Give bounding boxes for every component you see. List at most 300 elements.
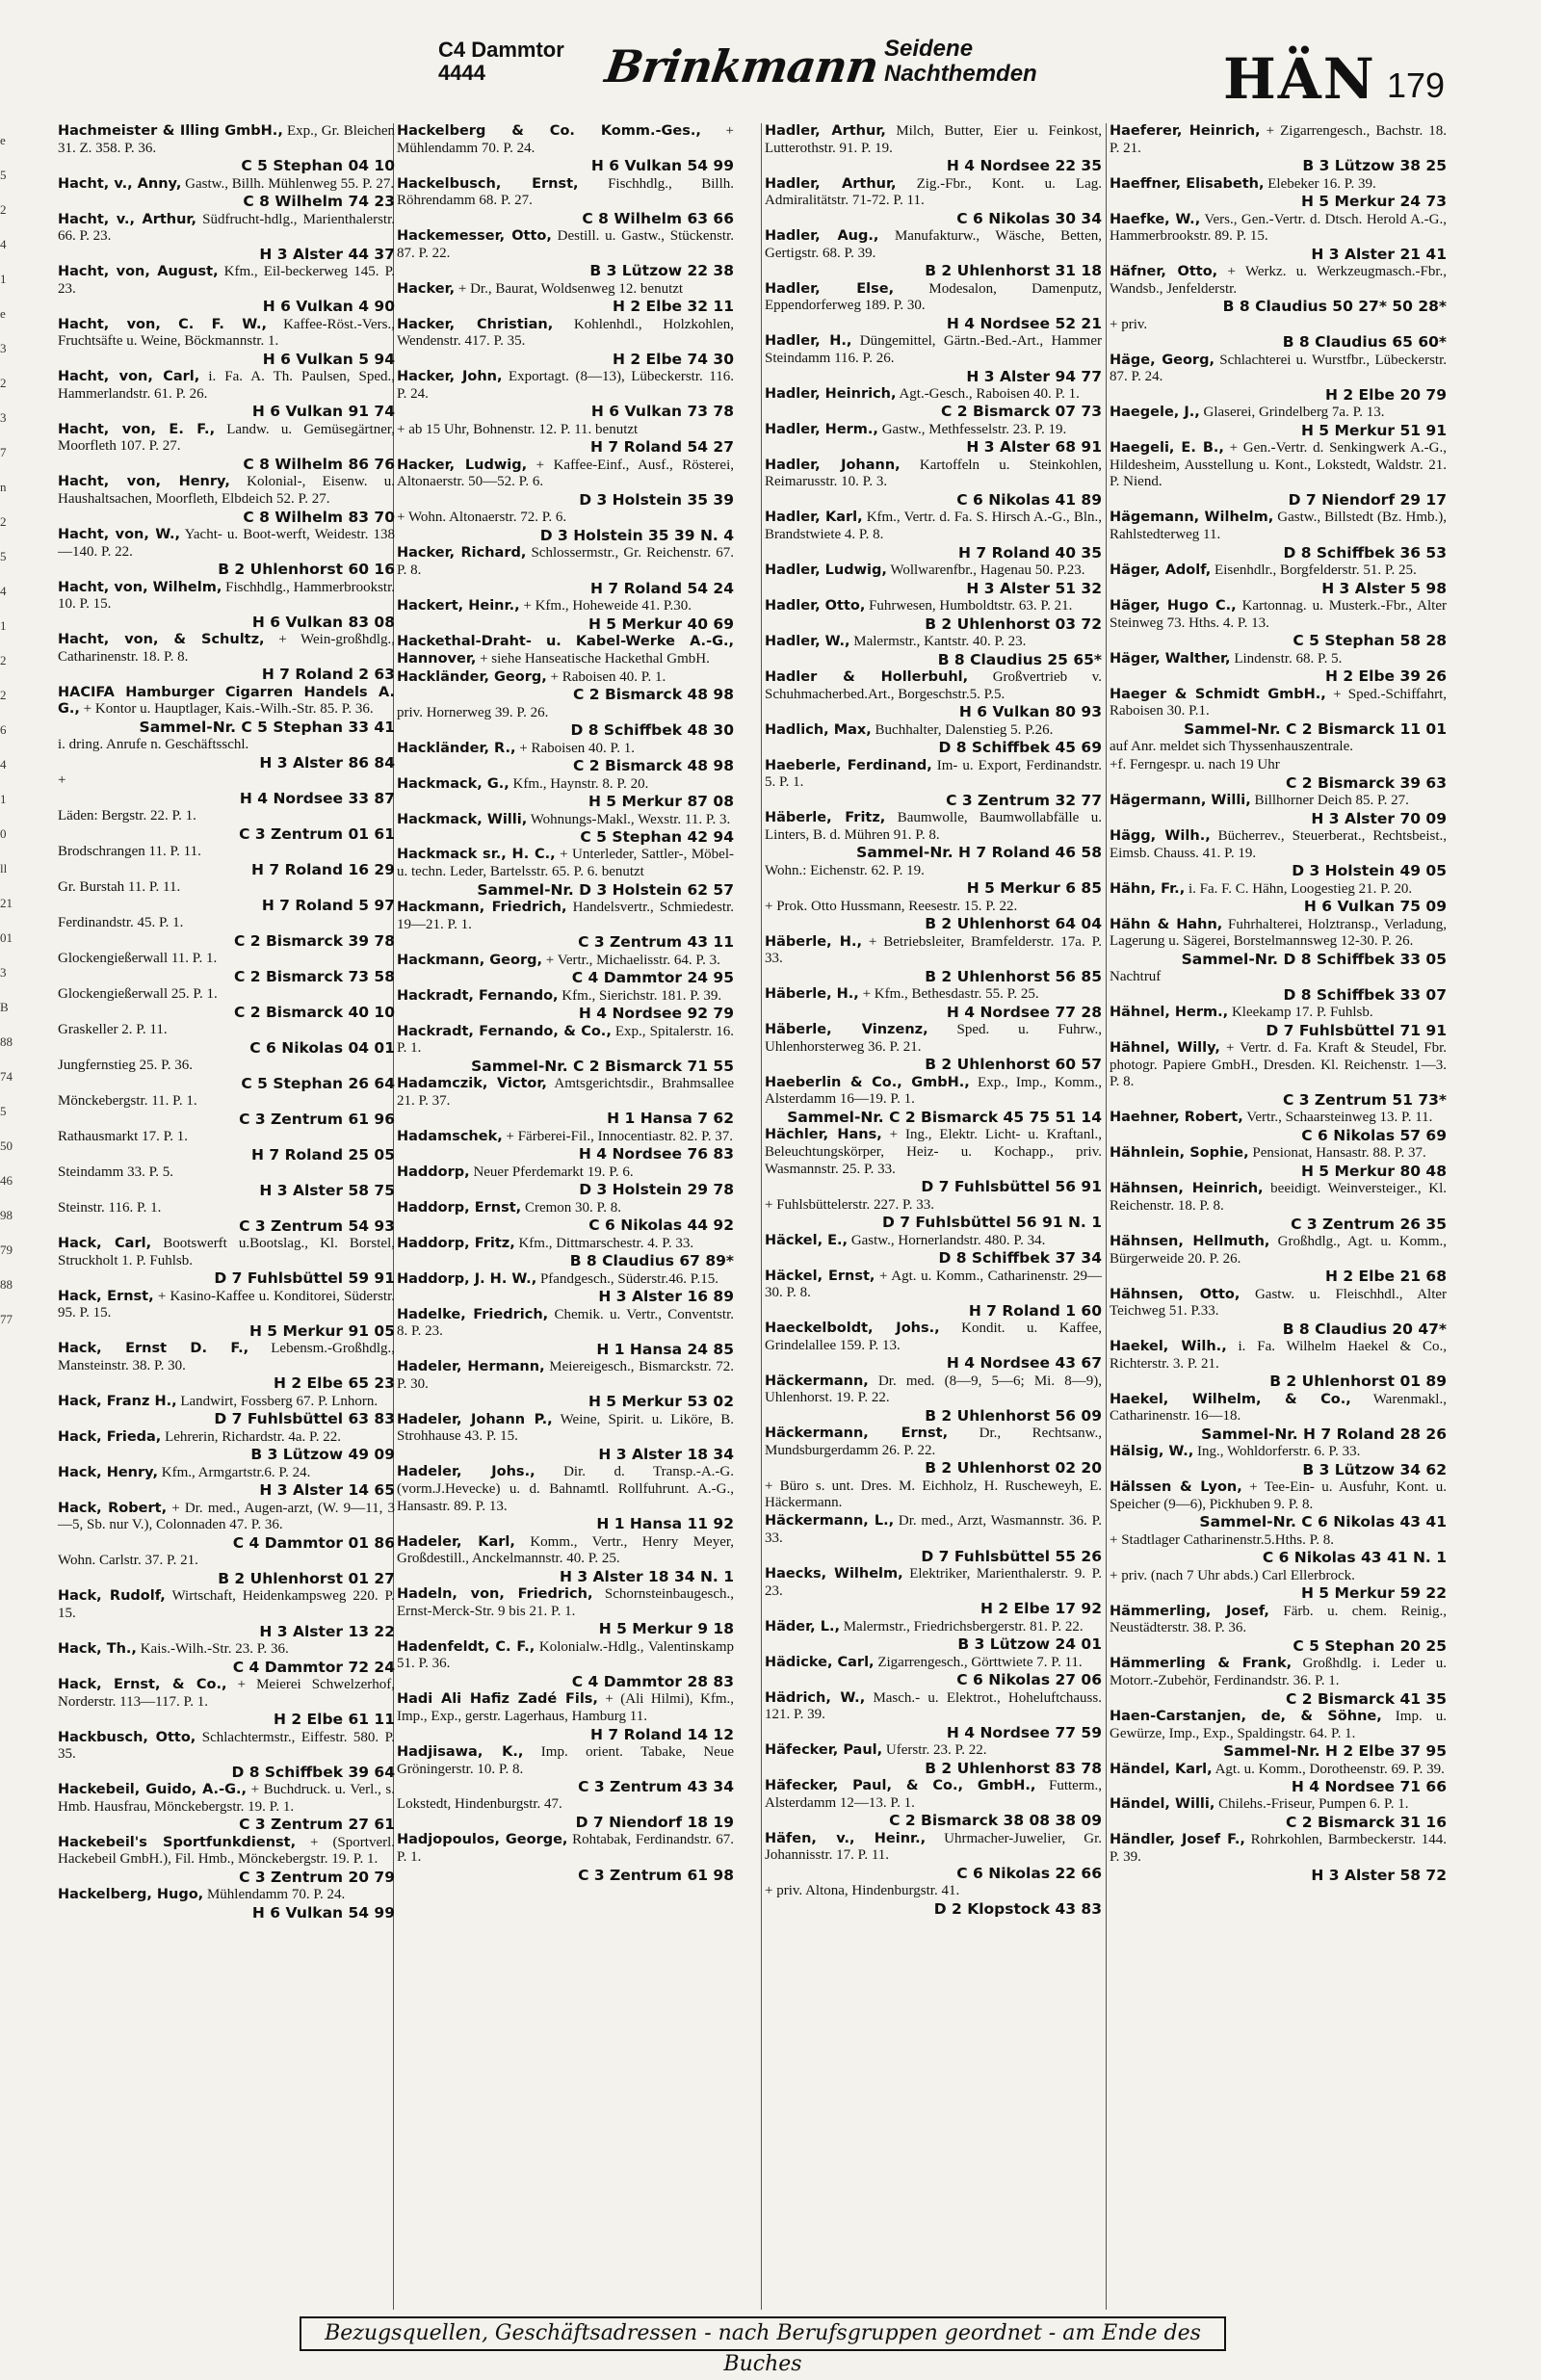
entry-phone: C 3 Zentrum 43 11	[578, 933, 734, 952]
entry-name: Häger, Hugo C.,	[1110, 598, 1237, 614]
entry-phone: Sammel-Nr. C 2 Bismarck 71 55	[471, 1057, 734, 1075]
entry-phone: C 4 Dammtor 72 24	[232, 1658, 395, 1676]
entry-phone: C 2 Bismarck 48 98	[573, 757, 734, 775]
entry-details: + Betriebsleiter, Bramfelderstr. 17a. P. 33.	[765, 933, 1102, 967]
entry-phone: C 8 Wilhelm 86 76	[243, 456, 395, 474]
directory-entry	[1110, 739, 1447, 756]
entry-details: Kfm., Eil-beckerweg 145. P. 23.	[58, 264, 395, 297]
entry-details: Kfm., Haynstr. 8. P. 20.	[512, 775, 649, 792]
entry-details: Kolonial-, Eisenw. u. Haushaltsachen, Moorfleth, Elbdeich 52. P. 27.	[58, 474, 395, 508]
entry-details: Elektriker, Marienthalerstr. 9. P. 23.	[765, 1565, 1102, 1599]
directory-entry	[1110, 1110, 1447, 1144]
entry-details: Warenmakl., Catharinenstr. 16—18.	[1110, 1391, 1447, 1425]
edge-mark: 74	[0, 1069, 13, 1084]
edge-mark: 6	[0, 722, 7, 737]
directory-entry	[397, 669, 734, 704]
entry-name: Hackethal-Draht- u. Kabel-Werke A.-G., Hannover,	[397, 633, 734, 667]
entry-details: Gastw. u. Fleischhdl., Alter Teichweg 51. P.33.	[1110, 1286, 1447, 1320]
entry-name: Hack, Th.,	[58, 1640, 137, 1657]
entry-details: Kaffee-Röst.-Vers., Fruchtsäfte u. Weine, Böckmannstr. 1.	[58, 316, 395, 350]
entry-name: Hackmann, Georg,	[397, 952, 542, 968]
edge-mark: 4	[0, 237, 7, 251]
entry-phone: H 6 Vulkan 73 78	[590, 403, 734, 421]
directory-entry	[1110, 1709, 1447, 1760]
directory-entry	[397, 1359, 734, 1410]
entry-details: Malermstr., Friedrichsbergerstr. 81. P. 22.	[843, 1618, 1084, 1635]
entry-details: i. dring. Anrufe n. Geschäftsschl.	[58, 737, 249, 753]
edge-mark: 01	[0, 930, 13, 945]
entry-name: Hackbusch, Otto,	[58, 1729, 196, 1745]
entry-phone: D 8 Schiffbek 39 64	[231, 1763, 395, 1781]
entry-details: + Dr. med., Augen-arzt, (W. 9—11, 3—5, Sb. nur V.), Colonnaden 47. P. 36.	[58, 1500, 395, 1533]
entry-phone: H 4 Nordsee 43 67	[946, 1354, 1102, 1373]
entry-details: + Agt. u. Komm., Catharinenstr. 29—30. P. 8.	[765, 1268, 1102, 1301]
page-header	[0, 0, 1541, 116]
entry-details: Baumwolle, Baumwollabfälle u. Linters, B. d. Mühren 91. P. 8.	[765, 810, 1102, 843]
entry-details: auf Anr. meldet sich Thyssenhauszentrale.	[1110, 739, 1353, 755]
entry-details: Zigarrengesch., Görttwiete 7. P. 11.	[877, 1654, 1083, 1670]
entry-phone: Sammel-Nr. D 3 Holstein 62 57	[477, 880, 734, 899]
directory-entry	[58, 212, 395, 263]
entry-name: Häger, Walther,	[1110, 650, 1231, 667]
entry-name: Hacker,	[397, 280, 456, 297]
entry-name: Hacht, von, W.,	[58, 527, 181, 543]
entry-phone: C 5 Stephan 42 94	[580, 828, 734, 847]
entry-phone: H 5 Merkur 91 05	[248, 1321, 395, 1340]
entry-details: Mönckebergstr. 11. P. 1.	[58, 1093, 197, 1110]
entry-phone: C 6 Nikolas 44 92	[588, 1216, 734, 1235]
entry-details: Kartonnag. u. Musterk.-Fbr., Alter Steinweg 73. Hths. 4. P. 13.	[1110, 598, 1447, 631]
directory-entry	[1110, 1762, 1447, 1796]
entry-phone: H 5 Merkur 51 91	[1300, 421, 1447, 439]
entry-name: Hacht, von, C. F. W.,	[58, 316, 268, 332]
entry-name: Hackradt, Fernando, & Co.,	[397, 1023, 612, 1039]
directory-entry	[58, 1641, 395, 1676]
entry-phone: C 3 Zentrum 51 73*	[1282, 1090, 1447, 1109]
entry-name: Hacht, von, Henry,	[58, 474, 230, 490]
entry-phone: B 8 Claudius 25 65*	[937, 650, 1102, 668]
directory-entry	[397, 545, 734, 596]
edge-mark: 2	[0, 514, 7, 529]
entry-phone: B 2 Uhlenhorst 60 16	[218, 561, 395, 579]
entry-details: Pensionat, Hansastr. 88. P. 37.	[1252, 1145, 1426, 1162]
ad-left-block	[438, 39, 602, 85]
entry-phone: H 1 Hansa 7 62	[607, 1110, 734, 1128]
directory-entry	[1110, 651, 1447, 686]
directory-entry	[765, 1478, 1102, 1512]
directory-entry	[58, 685, 395, 736]
entry-details: Modesalon, Damenputz, Eppendorferweg 189. P. 30.	[765, 280, 1102, 314]
entry-name: Haegeli, E. B.,	[1110, 440, 1224, 457]
entry-details: Kohlenhdl., Holzkohlen, Wendenstr. 417. P. 35.	[397, 316, 734, 350]
directory-entry	[1110, 353, 1447, 404]
directory-entry	[1110, 1532, 1447, 1567]
entry-details: + Fuhlsbüttelerstr. 227. P. 33.	[765, 1196, 934, 1213]
entry-name: Haeger & Schmidt GmbH.,	[1110, 686, 1326, 702]
entry-phone: H 6 Vulkan 5 94	[262, 350, 395, 368]
entry-details: + Kasino-Kaffee u. Konditorei, Süderstr. 95. P. 15.	[58, 1288, 395, 1321]
entry-name: Händel, Willi,	[1110, 1796, 1215, 1813]
entry-name: Hadler, Karl,	[765, 510, 863, 526]
entry-details: Buchhalter, Dalenstieg 5. P.26.	[875, 721, 1054, 738]
directory-entry	[397, 458, 734, 509]
entry-name: Hägermann, Willi,	[1110, 793, 1251, 809]
entry-name: Hadjisawa, K.,	[397, 1743, 524, 1760]
directory-entry	[397, 1200, 734, 1235]
entry-details: Kfm., Armgartstr.6. P. 24.	[161, 1464, 311, 1480]
entry-name: Hähn & Hahn,	[1110, 916, 1223, 932]
entry-name: Häckermann, L.,	[765, 1513, 895, 1530]
edge-mark: 1	[0, 792, 7, 806]
directory-entry	[58, 1093, 395, 1128]
directory-entry	[1110, 1181, 1447, 1232]
entry-details: Agt. u. Komm., Dorotheenstr. 69. P. 39.	[1215, 1761, 1445, 1777]
entry-details: Sped. u. Fuhrw., Uhlenhorsterweg 36. P. 21.	[765, 1022, 1102, 1055]
ad-right-bottom: Nachthemden	[884, 61, 1037, 87]
entry-phone: H 7 Roland 25 05	[251, 1145, 395, 1164]
entry-name: Hackebeil's Sportfunkdienst,	[58, 1834, 297, 1850]
edge-mark: 88	[0, 1034, 13, 1049]
entry-details: + Kontor u. Hauptlager, Kais.-Wilh.-Str. 85. P. 36.	[83, 701, 374, 718]
entry-details: Wohnungs-Makl., Wexstr. 11. P. 3.	[530, 811, 731, 827]
entry-phone: H 7 Roland 40 35	[958, 543, 1102, 562]
entry-phone: C 6 Nikolas 43 41 N. 1	[1262, 1549, 1447, 1567]
entry-phone: B 2 Uhlenhorst 56 85	[925, 967, 1102, 985]
entry-phone: B 2 Uhlenhorst 03 72	[925, 615, 1102, 633]
directory-entry	[1110, 1145, 1447, 1180]
entry-details: Gr. Burstah 11. P. 11.	[58, 879, 181, 896]
entry-phone: H 3 Alster 68 91	[966, 438, 1102, 457]
entry-phone: H 4 Nordsee 22 35	[946, 157, 1102, 175]
directory-entry	[397, 317, 734, 368]
directory-entry	[397, 369, 734, 420]
entry-phone: H 3 Alster 18 34	[598, 1446, 734, 1464]
entry-details: + Sped.-Schiffahrt, Raboisen 30. P.1.	[1110, 686, 1447, 719]
entry-name: Häfner, Otto,	[1110, 264, 1218, 280]
entry-details: Glockengießerwall 25. P. 1.	[58, 986, 218, 1003]
directory-entry	[397, 776, 734, 811]
entry-phone: D 8 Schiffbek 45 69	[938, 739, 1102, 757]
entry-phone: H 2 Elbe 61 11	[274, 1711, 395, 1729]
entry-details: + Büro s. unt. Dres. M. Eichholz, H. Ruscheweyh, E. Häckermann.	[765, 1478, 1102, 1511]
entry-phone: C 3 Zentrum 61 96	[239, 1110, 395, 1128]
entry-phone: D 3 Holstein 35 39 N. 4	[539, 527, 734, 545]
running-head-keyword: HÄN	[1223, 46, 1376, 112]
directory-entry	[1110, 264, 1447, 315]
entry-details: Fischhdlg., Hammerbrookstr. 10. P. 15.	[58, 579, 395, 613]
entry-phone: B 3 Lützow 24 01	[957, 1635, 1102, 1654]
entry-details: + Prok. Otto Hussmann, Reesestr. 15. P. 22.	[765, 898, 1018, 914]
entry-details: Steindamm 33. P. 5.	[58, 1164, 174, 1181]
directory-entry	[397, 705, 734, 740]
entry-phone: D 8 Schiffbek 36 53	[1283, 543, 1447, 562]
entry-details: Färb. u. chem. Reinig., Neustädterstr. 38. P. 36.	[1110, 1603, 1447, 1636]
entry-name: Haeffner, Elisabeth,	[1110, 175, 1265, 192]
entry-name: Hackelberg & Co. Komm.-Ges.,	[397, 123, 701, 139]
directory-entry	[765, 1022, 1102, 1073]
entry-details: + ab 15 Uhr, Bohnenstr. 12. P. 11. benutzt	[397, 421, 639, 437]
edge-mark: B	[0, 1000, 9, 1014]
directory-entry	[58, 772, 395, 807]
entry-phone: H 5 Merkur 53 02	[588, 1393, 734, 1411]
directory-entry	[58, 1553, 395, 1587]
entry-phone: D 8 Schiffbek 37 34	[938, 1249, 1102, 1268]
entry-name: Hadeler, Hermann,	[397, 1359, 545, 1375]
directory-entry	[765, 598, 1102, 633]
directory-entry	[397, 847, 734, 898]
directory-entry	[765, 176, 1102, 227]
entry-phone: H 7 Roland 14 12	[590, 1725, 734, 1743]
directory-entry	[1110, 562, 1447, 597]
entry-name: Hadler, Herm.,	[765, 421, 878, 437]
entry-details: Amtsgerichtsdir., Brahmsallee 21. P. 37.	[397, 1076, 734, 1109]
entry-details: Dr., Rechtsanw., Mundsburgerdamm 26. P. 22.	[765, 1425, 1102, 1458]
entry-details: Exp., Imp., Komm., Alsterdamm 16—19. P. 1.	[765, 1074, 1102, 1108]
entry-name: Hähnsen, Otto,	[1110, 1286, 1241, 1302]
entry-details: Kolonialw.-Hdlg., Valentinskamp 51. P. 36.	[397, 1638, 734, 1672]
directory-entry	[1110, 1005, 1447, 1039]
entry-name: Haekel, Wilhelm, & Co.,	[1110, 1391, 1351, 1407]
directory-entry	[58, 1289, 395, 1340]
directory-entry	[1110, 123, 1447, 174]
edge-mark: 2	[0, 653, 7, 667]
directory-entry	[765, 510, 1102, 561]
edge-mark: 46	[0, 1173, 13, 1188]
entry-name: Hacht, von, August,	[58, 264, 219, 280]
directory-entry	[397, 510, 734, 544]
entry-phone: H 3 Alster 14 65	[259, 1481, 395, 1500]
entry-phone: C 6 Nikolas 41 89	[956, 491, 1102, 510]
entry-name: Hähn, Fr.,	[1110, 880, 1186, 897]
entry-details: Lokstedt, Hindenburgstr. 47.	[397, 1796, 562, 1813]
entry-details: Gastw., Methfesselstr. 23. P. 19.	[881, 421, 1067, 437]
directory-entry	[58, 951, 395, 985]
entry-name: HACIFA Hamburger Cigarren Handels A. G.,	[58, 684, 395, 718]
edge-mark: 3	[0, 410, 7, 425]
entry-phone: H 3 Alster 16 89	[598, 1288, 734, 1306]
entry-name: Hadler, Ludwig,	[765, 562, 887, 579]
edge-mark: 2	[0, 202, 7, 217]
directory-entry	[765, 228, 1102, 279]
listing-column-4	[1110, 123, 1447, 2310]
directory-entry	[397, 1076, 734, 1127]
entry-phone: H 3 Alster 21 41	[1311, 245, 1447, 263]
entry-details: Imp. orient. Tabake, Neue Gröningerstr. 10. P. 8.	[397, 1743, 734, 1777]
left-edge-marks	[0, 123, 17, 2310]
entry-details: + Vertr., Michaelisstr. 64. P. 3.	[545, 952, 720, 968]
directory-entry	[58, 1501, 395, 1552]
entry-details: Lebensm.-Großhdlg., Mansteinstr. 38. P. 30.	[58, 1341, 395, 1373]
entry-details: Vers., Gen.-Vertr. d. Dtsch. Herold A.-G., Hammerbrookstr. 89. P. 15.	[1110, 211, 1447, 245]
entry-name: Hack, Franz H.,	[58, 1393, 177, 1409]
entry-details: + Zigarrengesch., Bachstr. 18. P. 21.	[1110, 123, 1447, 156]
entry-name: Hägemann, Wilhelm,	[1110, 510, 1274, 526]
entry-name: Häfecker, Paul, & Co., GmbH.,	[765, 1778, 1036, 1794]
entry-details: Komm., Vertr., Henry Meyer, Großdestill., Anckelmannstr. 40. P. 25.	[397, 1533, 734, 1567]
entry-details: Graskeller 2. P. 11.	[58, 1022, 168, 1038]
directory-entry	[765, 669, 1102, 720]
entry-details: + (Sportverl. Hackebeil GmbH.), Fil. Hmb., Mönckebergstr. 19. P. 1.	[58, 1834, 395, 1868]
entry-name: Hackert, Heinr.,	[397, 598, 520, 614]
entry-name: Häberle, Fritz,	[765, 810, 886, 826]
entry-details: i. Fa. A. Th. Paulsen, Sped., Hammerlandstr. 61. P. 26.	[58, 369, 395, 402]
directory-entry	[397, 900, 734, 951]
entry-name: Häckel, Ernst,	[765, 1268, 875, 1284]
entry-phone: C 8 Wilhelm 83 70	[243, 508, 395, 526]
entry-name: Hachmeister & Illing GmbH.,	[58, 123, 283, 139]
entry-name: Hadler, Otto,	[765, 598, 866, 614]
entry-phone: H 7 Roland 1 60	[968, 1301, 1102, 1320]
entry-phone: H 2 Elbe 20 79	[1325, 385, 1447, 404]
directory-entry	[58, 527, 395, 578]
entry-details: + Wein-großhdlg., Catharinenstr. 18. P. 8.	[58, 632, 395, 665]
entry-details: + Kfm., Hoheweide 41. P.30.	[523, 598, 692, 614]
directory-entry	[765, 722, 1102, 757]
entry-phone: D 3 Holstein 49 05	[1292, 862, 1447, 880]
directory-entry	[397, 1639, 734, 1690]
entry-name: Hacker, Richard,	[397, 545, 527, 562]
edge-mark: 4	[0, 584, 7, 598]
directory-entry	[58, 1236, 395, 1287]
entry-details: Wollwarenfbr., Hagenau 50. P.23.	[890, 562, 1085, 579]
entry-phone: C 5 Stephan 04 10	[241, 157, 395, 175]
entry-name: Hackemesser, Otto,	[397, 228, 552, 245]
entry-name: Häberle, H.,	[765, 933, 862, 950]
directory-entry	[58, 176, 395, 211]
entry-phone: C 8 Wilhelm 63 66	[582, 209, 734, 227]
directory-entry	[397, 1307, 734, 1358]
directory-entry	[58, 422, 395, 473]
directory-entry	[397, 1796, 734, 1831]
directory-entry	[397, 1534, 734, 1585]
listing-column-3	[765, 123, 1102, 2310]
listing-columns	[58, 123, 1512, 2310]
entry-details: Dr. med. (8—9, 5—6; Mi. 8—9), Uhlenhorst. 19. P. 22.	[765, 1373, 1102, 1406]
directory-entry	[58, 474, 395, 525]
entry-phone: C 2 Bismarck 07 73	[941, 403, 1102, 421]
entry-name: Hadler, Arthur,	[765, 175, 897, 192]
entry-phone: H 6 Vulkan 54 99	[590, 157, 734, 175]
entry-phone: H 6 Vulkan 83 08	[251, 613, 395, 631]
entry-details: Kartoffeln u. Steinkohlen, Reimarusstr. 10. P. 3.	[765, 457, 1102, 490]
edge-mark: 1	[0, 272, 7, 286]
entry-details: Fischhdlg., Billh. Röhrendamm 68. P. 27.	[397, 175, 734, 209]
directory-entry	[765, 986, 1102, 1021]
entry-phone: H 3 Alster 13 22	[259, 1622, 395, 1640]
entry-details: Chilehs.-Friseur, Pumpen 6. P. 1.	[1218, 1796, 1409, 1813]
entry-details: + Raboisen 40. P. 1.	[550, 668, 666, 685]
entry-details: Fuhrhalterei, Holztransp., Verladung, Lagerung u. Sägerei, Borstelmannsweg 12-30. P. 26.	[1110, 916, 1447, 950]
entry-details: Futterm., Alsterdamm 12—13. P. 1.	[765, 1778, 1102, 1811]
entry-details: Rohrkohlen, Barmbeckerstr. 144. P. 39.	[1110, 1832, 1447, 1866]
directory-entry	[765, 1778, 1102, 1829]
entry-name: Haehner, Robert,	[1110, 1110, 1243, 1126]
entry-phone: H 4 Nordsee 33 87	[239, 789, 395, 807]
entry-phone: B 2 Uhlenhorst 01 89	[1269, 1373, 1447, 1391]
entry-details: Kondit. u. Kaffee, Grindelallee 159. P. 13.	[765, 1321, 1102, 1353]
entry-details: Gastw., Billstedt (Bz. Hmb.), Rahlstedterweg 11.	[1110, 510, 1447, 543]
directory-entry	[397, 634, 734, 667]
entry-details: Ing., Wohldorferstr. 6. P. 33.	[1197, 1444, 1361, 1460]
edge-mark: e	[0, 133, 6, 147]
entry-name: Hacht, von, Carl,	[58, 369, 200, 385]
entry-details: Ferdinandstr. 45. P. 1.	[58, 915, 184, 931]
entry-phone: B 2 Uhlenhorst 31 18	[925, 262, 1102, 280]
entry-name: Hadamschek,	[397, 1128, 503, 1144]
entry-name: Hadler, Heinrich,	[765, 385, 897, 402]
entry-name: Hacht, v., Arthur,	[58, 211, 196, 227]
directory-entry	[397, 1129, 734, 1164]
directory-entry	[1110, 1339, 1447, 1390]
entry-name: Häge, Georg,	[1110, 352, 1215, 368]
entry-details: beeidigt. Weinversteiger., Kl. Reichenstr. 18. P. 8.	[1110, 1181, 1447, 1214]
entry-details: + priv.	[1110, 316, 1148, 332]
entry-name: Hacht, von, E. F.,	[58, 421, 216, 437]
entry-name: Hadler, H.,	[765, 333, 852, 350]
entry-name: Haen-Carstanjen, de, & Söhne,	[1110, 1708, 1382, 1724]
entry-name: Hädicke, Carl,	[765, 1654, 875, 1670]
entry-name: Haeberlin & Co., GmbH.,	[765, 1074, 970, 1090]
entry-details: Meiereigesch., Bismarckstr. 72. P. 30.	[397, 1359, 734, 1392]
directory-entry	[1110, 405, 1447, 439]
entry-details: + Färberei-Fil., Innocentiastr. 82. P. 37.	[506, 1128, 733, 1144]
entry-details: Großhdlg., Agt. u. Komm., Bürgerweide 20. P. 26.	[1110, 1233, 1447, 1267]
entry-name: Hacker, Ludwig,	[397, 457, 528, 473]
entry-details: Im- u. Export, Ferdinandstr. 5. P. 1.	[765, 757, 1102, 791]
directory-entry	[58, 1022, 395, 1057]
entry-details: Steinstr. 116. P. 1.	[58, 1200, 162, 1216]
edge-mark: 2	[0, 688, 7, 702]
entry-details: + Unterleder, Sattler-, Möbel- u. techn. Leder, Bartelsstr. 65. P. 6. benutzt	[397, 847, 734, 880]
entry-details: Kfm., Sierichstr. 181. P. 39.	[562, 987, 722, 1004]
entry-phone: H 7 Roland 16 29	[251, 860, 395, 878]
entry-phone: C 2 Bismarck 41 35	[1286, 1689, 1447, 1708]
directory-entry	[58, 737, 395, 772]
entry-phone: C 6 Nikolas 27 06	[956, 1671, 1102, 1689]
entry-name: Hackradt, Fernando,	[397, 987, 559, 1004]
directory-entry	[1110, 1796, 1447, 1831]
directory-entry	[765, 1425, 1102, 1477]
entry-name: Hackmack, G.,	[397, 775, 509, 792]
entry-name: Hadler, W.,	[765, 633, 850, 649]
directory-entry	[58, 1782, 395, 1833]
directory-entry	[58, 264, 395, 315]
entry-details: Neuer Pferdemarkt 19. P. 6.	[473, 1164, 634, 1180]
entry-phone: C 3 Zentrum 61 98	[578, 1866, 734, 1884]
entry-phone: C 5 Stephan 58 28	[1293, 632, 1447, 650]
directory-entry	[397, 1024, 734, 1075]
entry-details: Handelsvertr., Schmiedestr. 19—21. P. 1.	[397, 900, 734, 932]
entry-phone: Sammel-Nr. C 2 Bismarck 45 75 51 14	[787, 1108, 1102, 1126]
entry-name: Hadeler, Johann P.,	[397, 1411, 553, 1427]
entry-phone: C 5 Stephan 26 64	[241, 1074, 395, 1092]
edge-mark: 21	[0, 896, 13, 910]
entry-details: Glockengießerwall 11. P. 1.	[58, 951, 218, 967]
entry-phone: D 3 Holstein 29 78	[579, 1181, 734, 1199]
entry-phone: H 3 Alster 94 77	[966, 367, 1102, 385]
directory-entry	[765, 1197, 1102, 1232]
directory-entry	[58, 1129, 395, 1164]
entry-name: Hackmann, Friedrich,	[397, 900, 567, 916]
directory-entry	[58, 1058, 395, 1092]
directory-entry	[1110, 1604, 1447, 1655]
entry-phone: H 6 Vulkan 54 99	[251, 1903, 395, 1922]
entry-phone: B 2 Uhlenhorst 56 09	[925, 1406, 1102, 1425]
entry-details: Masch.- u. Elektrot., Hoheluftchauss. 121. P. 39.	[765, 1689, 1102, 1723]
edge-mark: 1	[0, 618, 7, 633]
entry-details: Kleekamp 17. P. Fuhlsb.	[1231, 1005, 1373, 1021]
ad-right-top: Seidene	[884, 36, 974, 62]
